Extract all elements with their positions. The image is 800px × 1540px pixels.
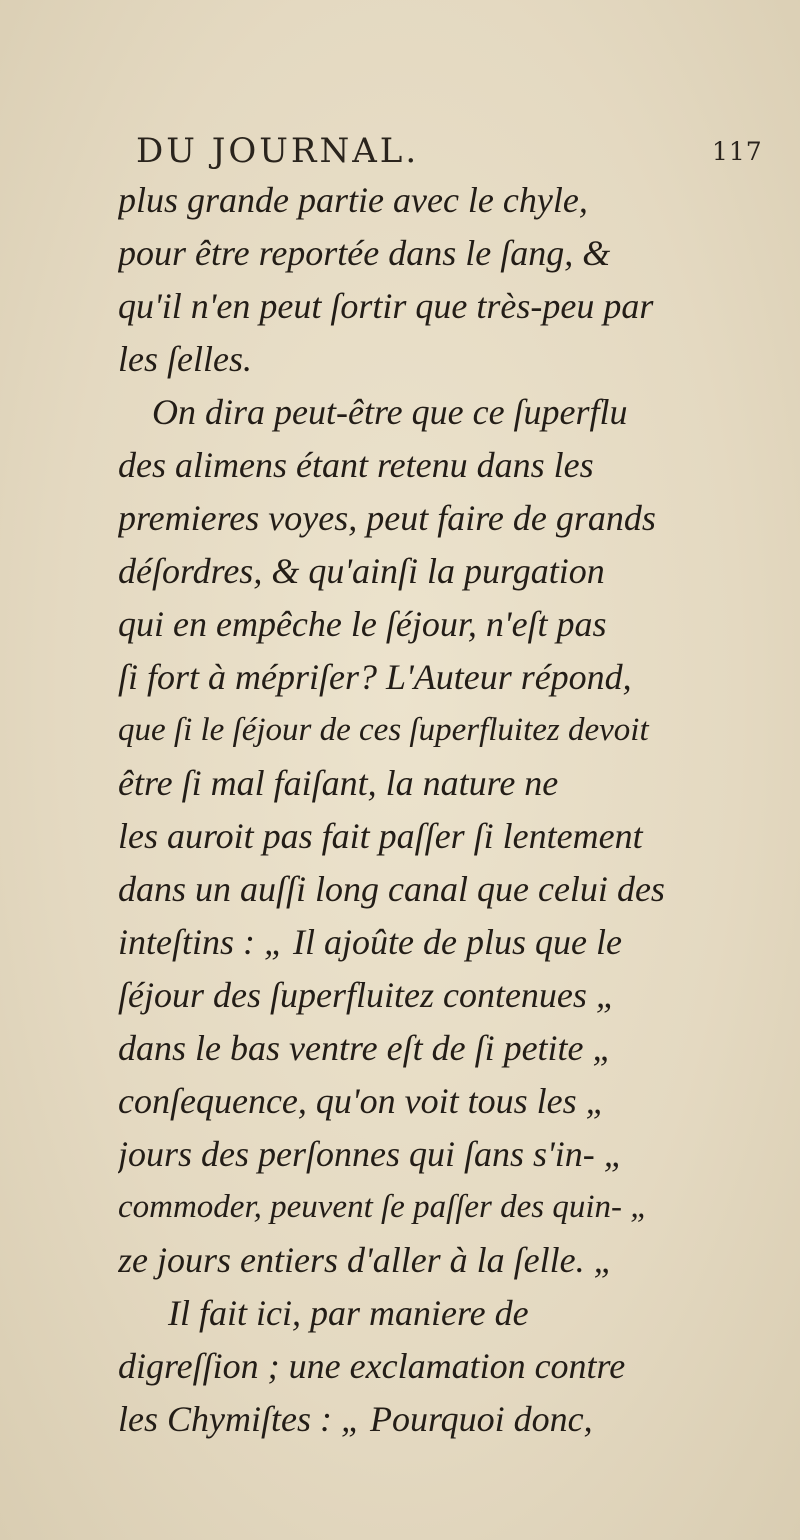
- text-line: ze jours entiers d'aller à la ſelle. „: [118, 1240, 614, 1280]
- text-line: qui en empêche le ſéjour, n'eſt pas: [118, 604, 607, 644]
- text-line: ſéjour des ſuperfluitez contenues „: [118, 975, 616, 1015]
- text-line: pour être reportée dans le ſang, &: [118, 233, 611, 273]
- text-line: des alimens étant retenu dans les: [118, 445, 594, 485]
- text-line: conſequence, qu'on voit tous les „: [118, 1081, 606, 1121]
- text-line: ſi fort à mépriſer? L'Auteur répond,: [118, 657, 632, 697]
- page-header: [0, 128, 800, 174]
- text-line: qu'il n'en peut ſortir que très-peu par: [118, 286, 654, 326]
- text-line: plus grande partie avec le chyle,: [118, 180, 588, 220]
- text-line: jours des perſonnes qui ſans s'in- „: [118, 1134, 624, 1174]
- running-head: DU JOURNAL.: [136, 131, 420, 171]
- text-line: premieres voyes, peut faire de grands: [118, 498, 656, 538]
- text-line: dans un auſſi long canal que celui des: [118, 869, 665, 909]
- text-line: les auroit pas fait paſſer ſi lentement: [118, 816, 643, 856]
- text-line: dans le bas ventre eſt de ſi petite „: [118, 1028, 613, 1068]
- text-line: déſordres, & qu'ainſi la purgation: [118, 551, 605, 591]
- text-line: digreſſion ; une exclamation contre: [118, 1346, 626, 1386]
- text-line: Il fait ici, par maniere de: [168, 1293, 529, 1333]
- text-line: que ſi le ſéjour de ces ſuperfluitez devoit: [118, 712, 649, 748]
- body-text: [118, 174, 778, 1446]
- text-line: commoder, peuvent ſe paſſer des quin- „: [118, 1189, 649, 1225]
- text-line: les Chymiſtes : „ Pourquoi donc,: [118, 1399, 593, 1439]
- text-line: inteſtins : „ Il ajoûte de plus que le: [118, 922, 622, 962]
- text-line: être ſi mal faiſant, la nature ne: [118, 763, 559, 803]
- page-number: 117: [712, 137, 763, 166]
- text-line: On dira peut-être que ce ſuperflu: [152, 392, 628, 432]
- text-line: les ſelles.: [118, 339, 252, 379]
